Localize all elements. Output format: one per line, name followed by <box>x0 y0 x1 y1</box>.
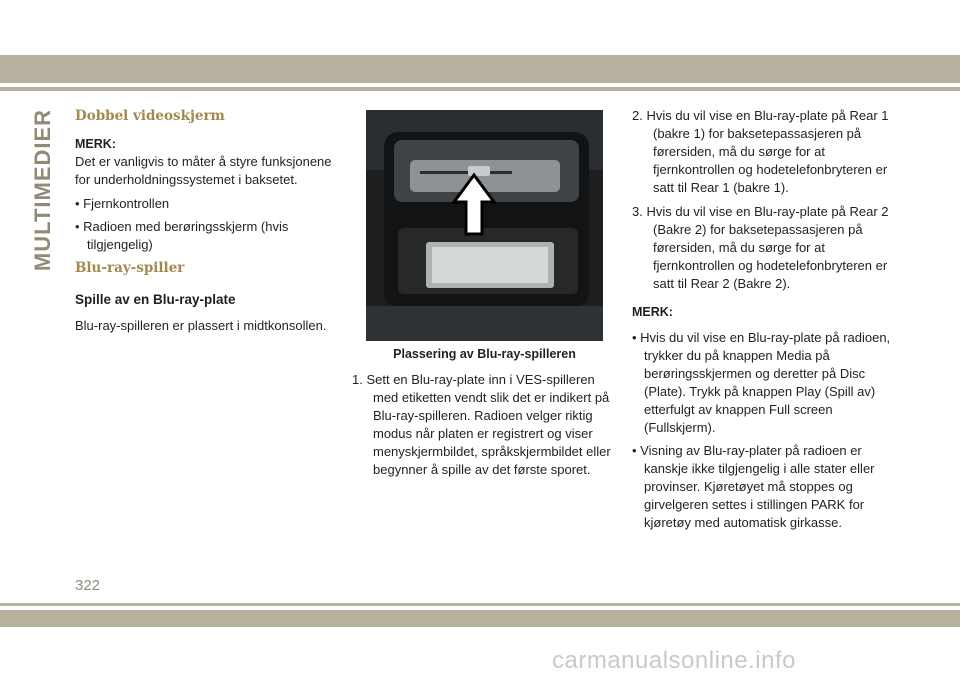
step-item: 3. Hvis du vil vise en Blu-ray-plate på Rear 2 (Bakre 2) for baksetepassasjeren på førersiden, må du sørge for at fjernkontrollen og hodetelefonbryteren er satt til Rear 2 (Bakre 2). <box>632 204 889 291</box>
note-label: MERK: <box>632 305 673 319</box>
step-item: 2. Hvis du vil vise en Blu-ray-plate på Rear 1 (bakre 1) for baksetepassasjeren på førersiden, må du sørge for at fjernkontrollen og hodetelefonbryteren er satt til Rear 1 (bakre 1). <box>632 108 889 195</box>
section-tab <box>26 110 60 270</box>
left-column <box>75 107 335 341</box>
header-band <box>0 55 960 83</box>
figure-caption: Plassering av Blu-ray-spilleren <box>393 347 576 361</box>
section-heading: Blu-ray-spiller <box>75 260 185 276</box>
footer-rule <box>0 603 960 606</box>
body-text: Blu-ray-spilleren er plassert i midtkonsollen. <box>75 318 327 333</box>
right-column <box>632 107 892 537</box>
subheading: Spille av en Blu-ray-plate <box>75 292 236 307</box>
note-label: MERK: <box>75 137 116 151</box>
bullet-item: • Radioen med berøringsskjerm (hvis tilgjengelig) <box>75 219 289 252</box>
step-item: 1. Sett en Blu-ray-plate inn i VES-spilleren med etiketten vendt slik det er indikert på Blu-ray-spilleren. Radioen velger riktig modus når platen er registrert og viser menyskjermbildet, språkskjermbildet eller begynner å spille av det første sporet. <box>352 372 611 477</box>
section-tab-label: MULTIMEDIER <box>30 108 55 272</box>
bullet-item: • Hvis du vil vise en Blu-ray-plate på radioen, trykker du på knappen Media på berøringsskjermen og deretter på Disc (Plate). Trykk på knappen Play (Spill av) etterfulgt av knappen Full screen (Fullskjerm). <box>632 330 891 435</box>
bullet-item: • Fjernkontrollen <box>75 196 170 211</box>
blu-ray-player-photo <box>366 110 603 341</box>
page-number: 322 <box>75 577 101 594</box>
header-rule <box>0 87 960 91</box>
note-text: Det er vanligvis to måter å styre funksjonene for underholdningssystemet i baksetet. <box>75 154 332 187</box>
console-illustration <box>366 110 603 341</box>
section-heading: Dobbel videoskjerm <box>75 108 225 124</box>
bullet-item: • Visning av Blu-ray-plater på radioen er kanskje ikke tilgjengelig i alle stater eller provinser. Kjøretøyet må stoppes og girvelgeren settes i stillingen PARK for kjøretøy med automatisk girkasse. <box>632 443 875 530</box>
middle-column <box>352 371 614 485</box>
watermark: carmanualsonline.info <box>552 647 796 674</box>
footer-band <box>0 610 960 627</box>
